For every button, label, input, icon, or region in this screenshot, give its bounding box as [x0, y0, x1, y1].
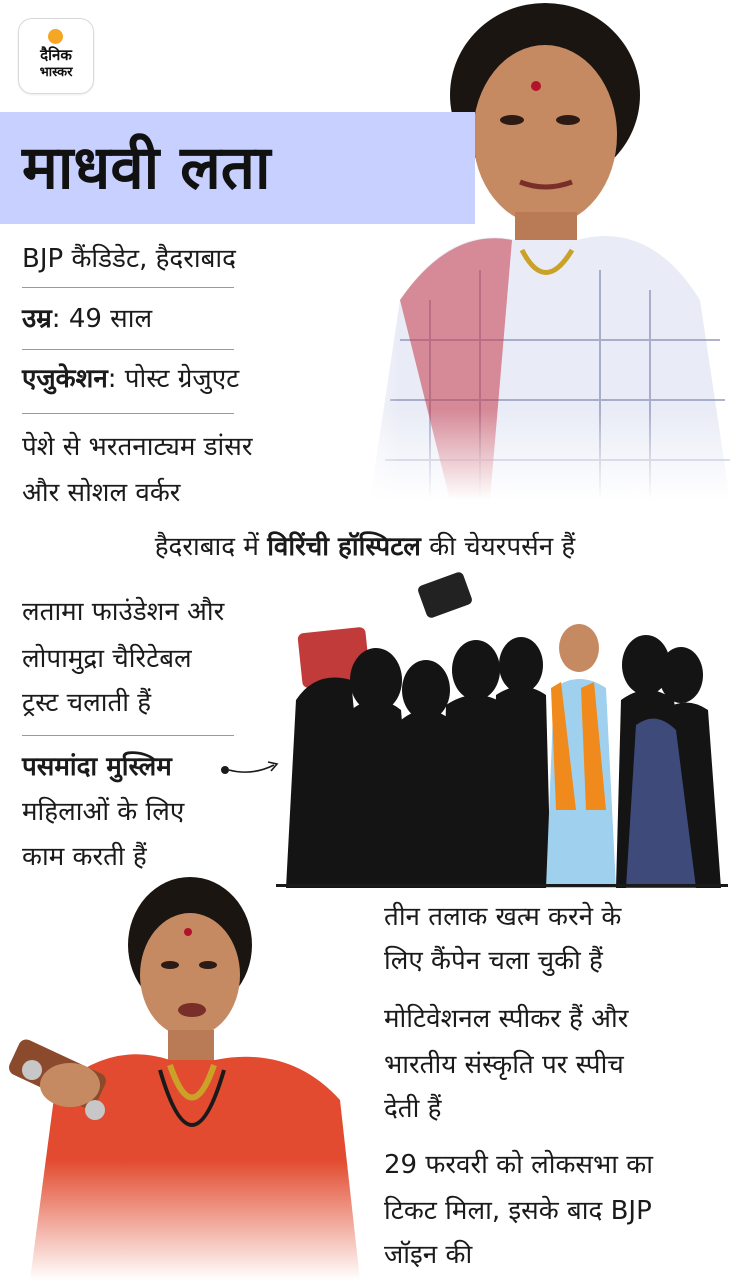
arrow-icon	[220, 756, 282, 780]
hospital-name: विरिंची हॉस्पिटल	[267, 532, 421, 562]
profession-line-1: पेशे से भरतनाट्यम डांसर	[22, 432, 253, 462]
divider	[22, 287, 234, 288]
profession-line-2: और सोशल वर्कर	[22, 478, 181, 508]
trust-line-1: लतामा फाउंडेशन और	[22, 597, 225, 627]
candidate-text: BJP कैंडिडेट, हैदराबाद	[22, 244, 236, 274]
pasmanda-label: पसमांदा मुस्लिम	[22, 752, 172, 782]
education-value: : पोस्ट ग्रेजुएट	[107, 364, 240, 394]
education-text	[22, 360, 239, 398]
page-title: माधवी लता	[22, 133, 271, 203]
trust-line-2: लोपामुद्रा चैरिटेबल	[22, 644, 192, 674]
education-label: एजुकेशन	[22, 364, 108, 394]
ticket-line-1: 29 फरवरी को लोकसभा का	[384, 1150, 653, 1180]
hospital-pre: हैदराबाद में	[154, 532, 268, 562]
logo-line-1: दैनिक	[40, 46, 72, 64]
group-photo	[276, 570, 728, 888]
hospital-text	[0, 528, 730, 566]
pasmanda-line-2: महिलाओं के लिए	[22, 797, 185, 827]
ticket-line-2: टिकट मिला, इसके बाद BJP	[384, 1196, 652, 1226]
talaq-line-2: लिए कैंपेन चला चुकी हैं	[384, 946, 603, 976]
speaker-line-1: मोटिवेशनल स्पीकर हैं और	[384, 1004, 629, 1034]
hospital-post: की चेयरपर्सन हैं	[420, 532, 576, 562]
pasmanda-line-3: काम करती हैं	[22, 842, 147, 872]
ticket-line-3: जॉइन की	[384, 1240, 473, 1270]
speaker-line-2: भारतीय संस्कृति पर स्पीच	[384, 1050, 624, 1080]
divider	[22, 349, 234, 350]
talaq-line-1: तीन तलाक खत्म करने के	[384, 902, 622, 932]
logo-line-2: भास्कर	[39, 65, 73, 80]
age-label: उम्र	[22, 304, 52, 334]
age-value: : 49 साल	[51, 304, 153, 334]
trust-line-3: ट्रस्ट चलाती हैं	[22, 688, 152, 718]
sun-icon	[48, 29, 63, 44]
performance-photo	[0, 870, 372, 1280]
age-text	[22, 300, 152, 338]
portrait-photo	[340, 0, 730, 500]
speaker-line-3: देती हैं	[384, 1094, 442, 1124]
divider	[22, 735, 234, 736]
dainik-bhaskar-logo	[18, 18, 94, 94]
divider	[22, 413, 234, 414]
